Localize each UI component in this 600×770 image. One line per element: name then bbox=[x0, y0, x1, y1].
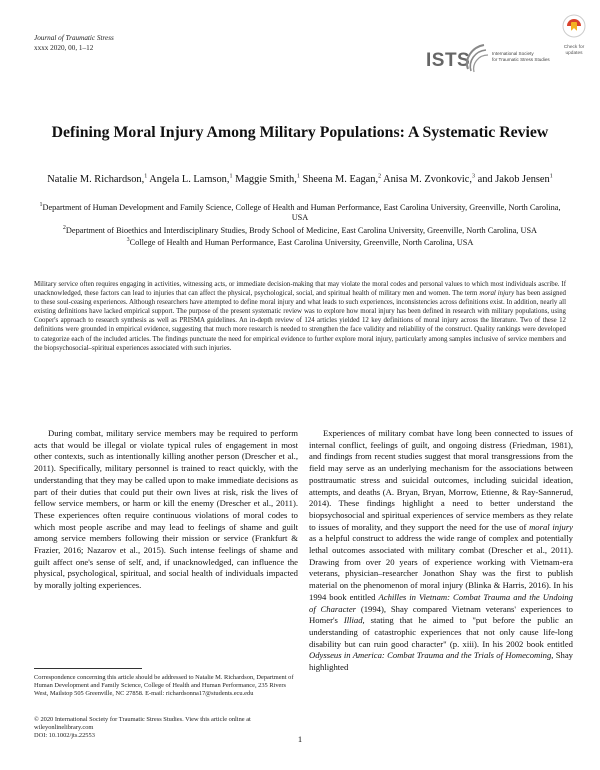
affiliations bbox=[34, 203, 566, 251]
paper-title: Defining Moral Injury Among Military Populations: A Systematic Review bbox=[51, 124, 549, 141]
author: Angela L. Lamson,$^1$ bbox=[149, 173, 233, 185]
author: Anisa M. Zvonkovic,$^3$ bbox=[383, 173, 475, 185]
footnote-divider bbox=[34, 668, 142, 669]
copyright-notice: © 2020 International Society for Traumatic Stress Studies. View this article online at wileyonlinelibrary.com DOI: 10.1002/jts.22553 bbox=[34, 716, 296, 740]
check-updates-label: Check for updates bbox=[563, 45, 585, 56]
affiliation: $^2$Department of Bioethics and Interdisciplinary Studies, Brody School of Medicine, East Carolina University, Greenville, North Carolina, USA bbox=[62, 225, 538, 235]
journal-name: Journal of Traumatic Stress bbox=[34, 34, 114, 42]
check-for-updates-badge[interactable] bbox=[556, 14, 592, 58]
author: Sheena M. Eagan,$^2$ bbox=[302, 173, 382, 185]
body-column-right bbox=[309, 428, 573, 674]
abstract: Military service often requires engaging in activities, witnessing acts, or immediate decision-making that may violate the moral codes and personal values to which most individuals ascribe. If unacknowledged, these factors can lead to injuries that can affect the physical, psychological, social, and spiritual health of military men and women. The term moral injury has been assigned to these soul-ceasing experiences. Although researchers have attempted to define moral injury and what leads to such experiences, inconsistencies across definitions exist. In addition, nearly all existing definitions have lacked empirical support. The purpose of the present systematic review was to explore how moral injury has been defined in research with military populations, using Cooper's approach to research synthesis as well as PRISMA guidelines. An in-depth review of 124 articles yielded 12 key definitions of moral injury across the literature. Two of these 12 definitions were grounded in empirical evidence, suggesting that much more research is needed to strengthen the face validity and reliability of the construct. Quality rankings were developed to categorize each of the included articles. The findings punctuate the need for empirical evidence to further explore moral injury, particularly among samples inclusive of service members and the biopsychosocial–spiritual experiences associated with such injuries. bbox=[34, 281, 566, 352]
author: Maggie Smith,$^1$ bbox=[235, 173, 300, 185]
check-updates-icon bbox=[562, 14, 586, 38]
page-number: 1 bbox=[297, 734, 303, 744]
journal-header bbox=[34, 33, 114, 53]
body-paragraph: During combat, military service members may be required to perform acts that would be illegal or violate typical rules of engagement in most other contexts, such as intentionally killing another person (Drescher et al., 2011). Specifically, military personnel is trained to react quickly, with the understanding that they may be called upon to make immediate decisions as part of their duties that could put their own lives at risk, risk the lives of fellow service members, or harm or kill the enemy (Drescher et al., 2011). These experiences often require continuous violations of moral codes to which most people ascribe and may lead to feelings of shame and guilt among service members following their mission or service (Frankfurt & Frazier, 2016; Nazarov et al., 2015). Such intense feelings of shame and guilt affect one's sense of self, and, if unacknowledged, can influence the physical, psychological, spiritual, and social health of individuals impacted by morally jolting experiences. bbox=[34, 428, 298, 591]
body-column-left bbox=[34, 428, 298, 592]
doi: DOI: 10.1002/jts.22553 bbox=[34, 732, 95, 739]
correspondence-footnote: Correspondence concerning this article should be addressed to Natalie M. Richardson, Department of Human Development and Family Science, College of Health and Human Performance, 235 Rivers West, Mailstop 505 Greenville, NC 27858. E-mail: richardsonna17@students.ecu.edu bbox=[34, 674, 294, 697]
affiliation: $^3$College of Health and Human Performance, East Carolina University, Greenville, North Carolina, USA bbox=[126, 237, 474, 248]
author-list bbox=[36, 173, 564, 187]
author: and Jakob Jensen$^1$ bbox=[477, 173, 553, 185]
ists-logo bbox=[426, 41, 576, 75]
ists-logo-text: ISTS bbox=[426, 50, 471, 71]
affiliation: $^1$Department of Human Development and Family Science, College of Health and Human Performance, East Carolina University, Greenville, North Carolina, USA bbox=[39, 202, 561, 223]
body-paragraph: Experiences of military combat have long been connected to issues of internal conflict, feelings of guilt, and ongoing distress (Friedman, 1981), and findings from recent studies suggest that moral transgressions from the field may serve as an underlying mechanism for the associations between posttraumatic stress and suicidal outcomes, including suicidal ideation, attempts, and deaths (A. Bryan, Bryan, Morrow, Etienne, & Ray-Sannerud, 2014). These findings highlight a need to better understand the biopsychosocial and spiritual experiences of service members as they relate to issues of morality, and they support the need for the use of moral injury as a helpful construct to address the wide range of complex and potentially lethal outcomes associated with military combat (Drescher et al., 2011). Drawing from over 20 years of experience working with Vietnam-era veterans, physician–researcher Jonathon Shay was the first to publish material on the phenomenon of moral injury (Blinka & Harris, 2016). In his 1994 book entitled Achilles in Vietnam: Combat Trauma and the Undoing of Character (1994), Shay compared Vietnam veterans' experiences to Homer's Illiad, stating that he aimed to "put before the public an understanding of catastrophic experiences that not only cause life-long disability but can ruin good character" (p. xiii). In his 2002 book entitled Odysseus in America: Combat Trauma and the Trials of Homecoming, Shay highlighted bbox=[309, 428, 573, 673]
journal-volume: xxxx 2020, 00, 1–12 bbox=[34, 44, 94, 52]
author: Natalie M. Richardson,$^1$ bbox=[47, 173, 148, 185]
ists-logo-subtitle: International Society for Traumatic Stress Studies bbox=[492, 51, 550, 63]
ists-swirl-icon bbox=[462, 41, 492, 75]
